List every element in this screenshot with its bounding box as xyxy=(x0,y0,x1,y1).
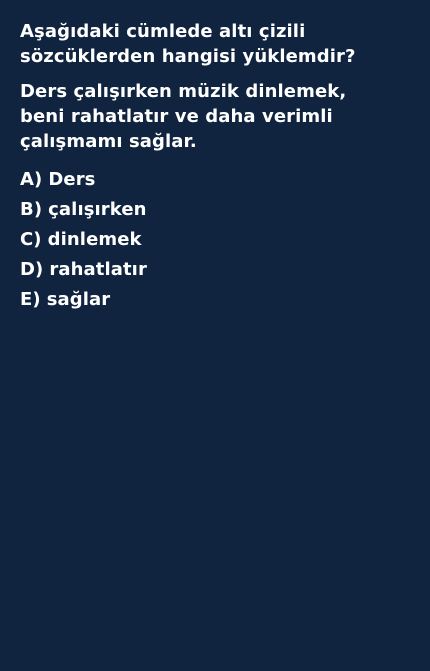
sentence-line-3: çalışmamı sağlar. xyxy=(20,131,197,152)
question-text xyxy=(20,19,410,69)
option-b-letter: B) xyxy=(20,199,43,220)
option-d-letter: D) xyxy=(20,259,44,280)
option-b-text: çalışırken xyxy=(48,199,147,220)
sentence-text xyxy=(20,79,410,154)
option-c-text: dinlemek xyxy=(47,229,142,250)
option-d-text: rahatlatır xyxy=(49,259,147,280)
option-b[interactable] xyxy=(20,195,410,225)
answer-options xyxy=(20,165,410,315)
option-e-letter: E) xyxy=(20,289,41,310)
option-a[interactable] xyxy=(20,165,410,195)
option-a-text: Ders xyxy=(48,169,96,190)
option-d[interactable] xyxy=(20,255,410,285)
sentence-line-1: Ders çalışırken müzik dinlemek, xyxy=(20,81,347,102)
option-c-letter: C) xyxy=(20,229,42,250)
sentence-line-2: beni rahatlatır ve daha verimli xyxy=(20,106,333,127)
question-line-2: sözcüklerden hangisi yüklemdir? xyxy=(20,46,356,67)
option-e[interactable] xyxy=(20,285,410,315)
option-c[interactable] xyxy=(20,225,410,255)
option-a-letter: A) xyxy=(20,169,43,190)
option-e-text: sağlar xyxy=(46,289,111,310)
question-line-1: Aşağıdaki cümlede altı çizili xyxy=(20,21,306,42)
